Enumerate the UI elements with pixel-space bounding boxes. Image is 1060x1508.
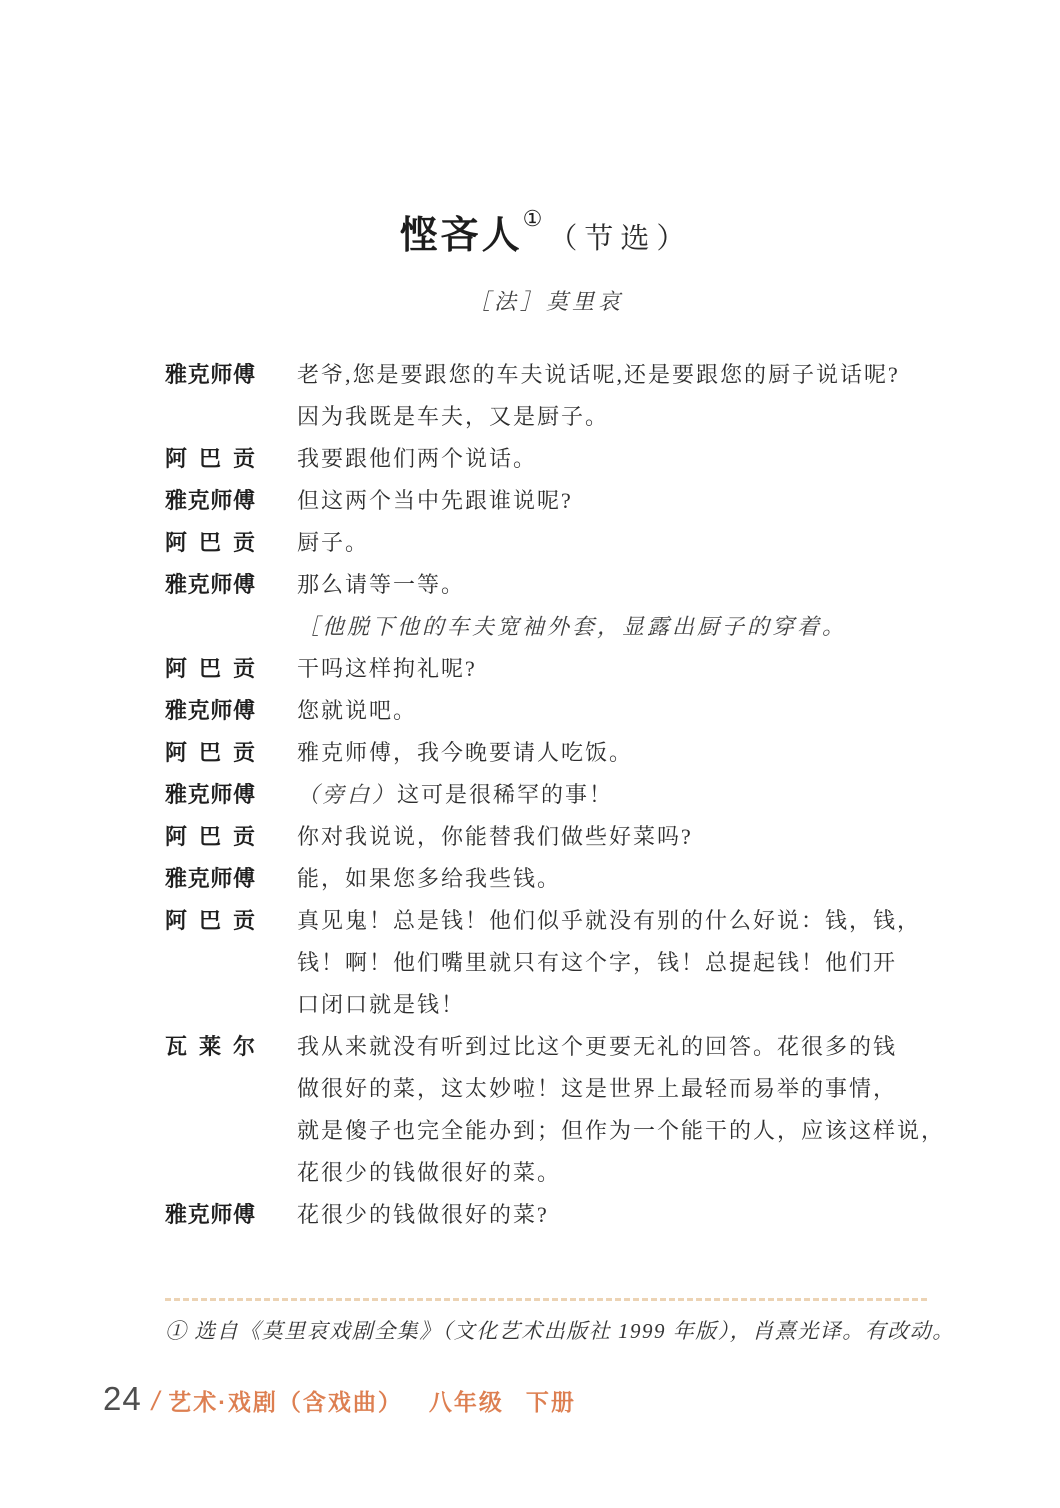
speech-line (297, 438, 927, 480)
title-text: 悭吝人 (399, 215, 523, 257)
dialogue-row (165, 774, 927, 816)
speech-line (297, 1194, 927, 1236)
page-title (165, 0, 927, 259)
speech-line (297, 1152, 927, 1194)
speaker-name: 阿 巴 贡 (165, 530, 255, 555)
speaker-name: 雅克师傅 (165, 362, 255, 387)
speaker-name: 雅克师傅 (165, 1202, 255, 1227)
speech-line (297, 1068, 927, 1110)
author-line: ［法］莫里哀 (467, 289, 624, 314)
dialogue-row (165, 354, 927, 438)
footer-separator: / (151, 1386, 160, 1416)
speaker-name: 阿 巴 贡 (165, 740, 255, 765)
dialogue-row (165, 564, 927, 606)
speech-lines (297, 1194, 927, 1236)
speech-line (297, 1026, 927, 1068)
speech-text: 老爷,您是要跟您的车夫说话呢,还是要跟您的厨子说话呢? (297, 362, 900, 387)
speech-line (297, 522, 927, 564)
speech-text: 因为我既是车夫，又是厨子。 (297, 404, 610, 429)
speech-text: 花很少的钱做很好的菜? (297, 1202, 549, 1227)
speech-line (297, 1110, 946, 1152)
title-subtitle: （节选） (548, 223, 693, 255)
speech-lines (297, 816, 927, 858)
speech-lines (297, 858, 927, 900)
speech-lines (297, 480, 927, 522)
footer-grade: 八年级 (428, 1389, 504, 1415)
speech-line (297, 354, 927, 396)
speech-text: 真见鬼！总是钱！他们似乎就没有别的什么好说：钱，钱， (297, 908, 922, 933)
speech-text: 花很少的钱做很好的菜。 (297, 1160, 562, 1185)
speech-text: 就是傻子也完全能办到；但作为一个能干的人，应该这样说， (297, 1118, 946, 1143)
stage-direction-text: ［他脱下他的车夫宽袖外套，显露出厨子的穿着。 (297, 614, 848, 639)
speech-text: 做很好的菜，这太妙啦！这是世界上最轻而易举的事情， (297, 1076, 898, 1101)
speech-text: 雅克师傅，我今晚要请人吃饭。 (297, 740, 634, 765)
speaker-name: 阿 巴 贡 (165, 824, 255, 849)
page-footer (103, 1380, 576, 1418)
speech-line (297, 858, 927, 900)
speaker-name: 雅克师傅 (165, 572, 255, 597)
speaker-name: 阿 巴 贡 (165, 908, 255, 933)
speech-line (297, 816, 927, 858)
speech-text: 厨子。 (297, 530, 370, 555)
dialogue-row (165, 690, 927, 732)
dialogue (165, 354, 946, 1236)
speech-text: 这可是很稀罕的事！ (397, 782, 614, 807)
speech-lines (297, 564, 927, 606)
speech-line (297, 396, 927, 438)
speaker-name: 雅克师傅 (165, 782, 255, 807)
speech-line (297, 900, 927, 942)
speech-text: 但这两个当中先跟谁说呢? (297, 488, 573, 513)
dialogue-row (165, 522, 927, 564)
speech-line (297, 984, 927, 1026)
speech-text: 干吗这样拘礼呢? (297, 656, 477, 681)
stage-direction-text: （旁白） (297, 782, 398, 807)
speech-text: 我要跟他们两个说话。 (297, 446, 538, 471)
speech-lines (297, 732, 927, 774)
dialogue-row (165, 606, 927, 648)
speech-line (297, 690, 927, 732)
speaker-name: 雅克师傅 (165, 488, 255, 513)
speech-line (297, 942, 927, 984)
speech-text: 我从来就没有听到过比这个更要无礼的回答。花很多的钱 (297, 1034, 898, 1059)
speaker-name: 阿 巴 贡 (165, 656, 255, 681)
footer-volume: 下册 (525, 1389, 576, 1415)
speech-lines (297, 606, 927, 648)
speech-lines (297, 522, 927, 564)
footnote-ref-mark: ① (522, 205, 543, 231)
dialogue-row (165, 1194, 927, 1236)
speech-lines (297, 690, 927, 732)
speech-lines (297, 648, 927, 690)
speech-lines (297, 1026, 946, 1194)
speaker-name: 雅克师傅 (165, 866, 255, 891)
page-number: 24 (103, 1380, 142, 1417)
dialogue-row (165, 1026, 946, 1194)
dialogue-row (165, 438, 927, 480)
dialogue-row (165, 858, 927, 900)
speech-line (297, 732, 927, 774)
speech-text: 那么请等一等。 (297, 572, 466, 597)
page-content (165, 0, 955, 1347)
speech-line (297, 480, 927, 522)
speaker-name: 雅克师傅 (165, 698, 255, 723)
speech-lines (297, 354, 927, 438)
speech-text: 钱！啊！他们嘴里就只有这个字，钱！总提起钱！他们开 (297, 950, 898, 975)
speech-lines (297, 774, 927, 816)
speaker-name: 阿 巴 贡 (165, 446, 255, 471)
footer-course-title: 艺术·戏剧（含戏曲） (168, 1389, 403, 1415)
speech-line (297, 606, 927, 648)
speech-line (297, 774, 927, 816)
dialogue-row (165, 480, 927, 522)
speech-lines (297, 900, 927, 1026)
speech-text: 能，如果您多给我些钱。 (297, 866, 562, 891)
dialogue-row (165, 816, 927, 858)
dialogue-row (165, 648, 927, 690)
footnote-divider (165, 1298, 927, 1301)
dialogue-row (165, 900, 927, 1026)
speech-line (297, 564, 927, 606)
dialogue-row (165, 732, 927, 774)
speech-line (297, 648, 927, 690)
speech-text: 您就说吧。 (297, 698, 418, 723)
speech-text: 你对我说说，你能替我们做些好菜吗? (297, 824, 693, 849)
speech-text: 口闭口就是钱！ (297, 992, 466, 1017)
footnote-text: ① 选自《莫里哀戏剧全集》（文化艺术出版社 1999 年版），肖熹光译。有改动。 (165, 1319, 955, 1343)
speech-lines (297, 438, 927, 480)
speaker-name: 瓦 莱 尔 (165, 1034, 255, 1059)
